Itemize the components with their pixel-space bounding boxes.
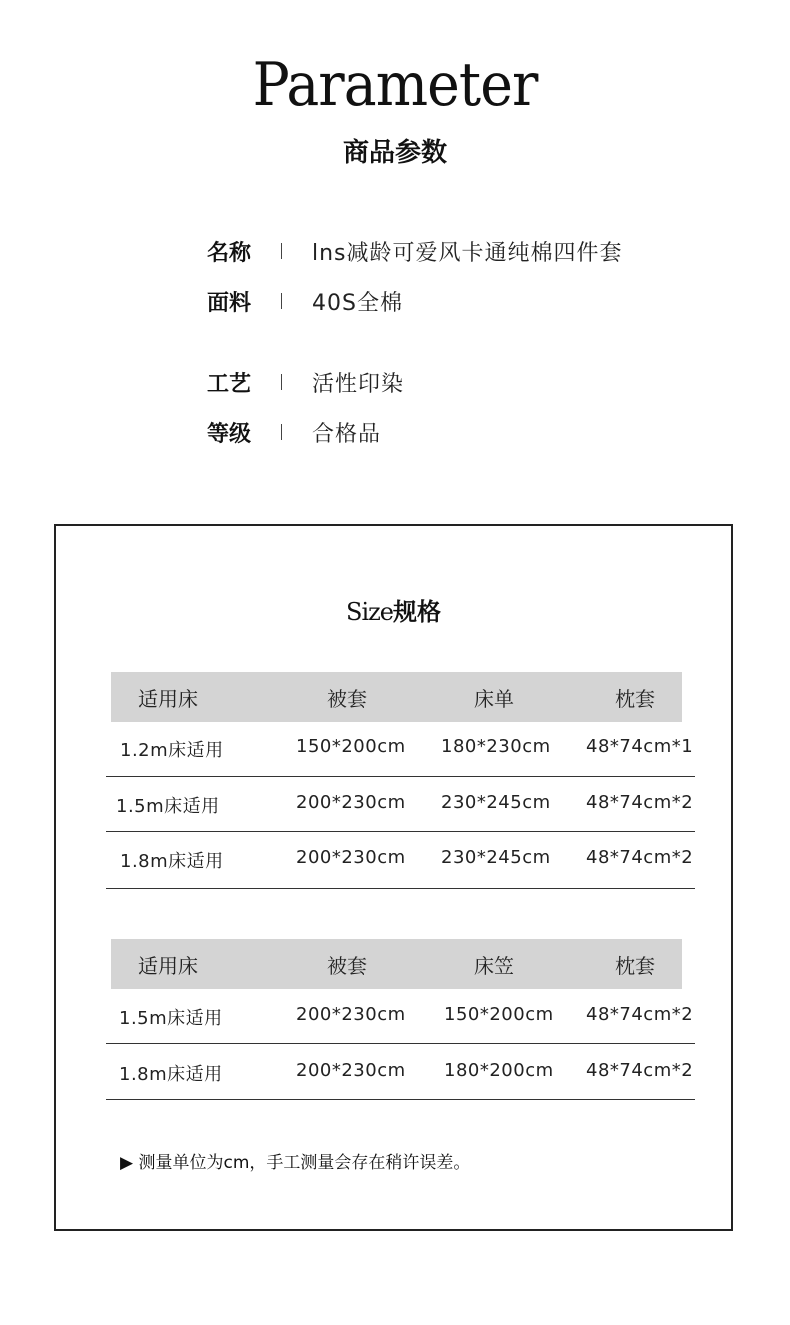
size-title-en: Size <box>346 598 393 626</box>
param-row-craft <box>207 364 404 400</box>
table-cell: 48*74cm*2 <box>586 792 694 813</box>
table-cell: 1.5m床适用 <box>116 796 220 817</box>
table-cell: 48*74cm*2 <box>586 1060 694 1081</box>
param-value: lns减龄可爱风卡通纯棉四件套 <box>312 240 623 266</box>
header-cell: 枕套 <box>615 686 655 711</box>
table-cell: 230*245cm <box>441 847 551 868</box>
table-cell: 150*200cm <box>296 736 406 757</box>
param-row-name <box>207 233 623 269</box>
param-value: 合格品 <box>312 421 382 447</box>
table-cell: 180*200cm <box>444 1060 554 1081</box>
header-cell: 枕套 <box>615 953 655 978</box>
table-cell: 48*74cm*2 <box>586 1004 694 1025</box>
header-cell: 适用床 <box>138 953 198 978</box>
table-cell: 200*230cm <box>296 1060 406 1081</box>
table-header <box>111 672 682 722</box>
table-cell: 180*230cm <box>441 736 551 757</box>
table-cell: 48*74cm*1 <box>586 736 694 757</box>
table-cell: 200*230cm <box>296 1004 406 1025</box>
param-value: 活性印染 <box>312 371 405 397</box>
table-cell: 1.2m床适用 <box>120 740 224 761</box>
header-cell: 床笠 <box>474 953 514 978</box>
row-divider <box>106 1099 695 1100</box>
row-divider <box>106 888 695 889</box>
table-cell: 1.5m床适用 <box>119 1008 223 1029</box>
param-label: 面料 <box>207 290 252 316</box>
header-cell: 床单 <box>474 686 514 711</box>
header-cell: 适用床 <box>138 686 198 711</box>
size-panel <box>54 524 733 1231</box>
param-separator <box>281 424 282 440</box>
param-label: 名称 <box>207 240 252 266</box>
size-title <box>56 592 731 627</box>
row-divider <box>106 831 695 832</box>
table-cell: 230*245cm <box>441 792 551 813</box>
table-header <box>111 939 682 989</box>
header-cell: 被套 <box>327 953 367 978</box>
size-table-2 <box>106 939 695 1104</box>
header-cell: 被套 <box>327 686 367 711</box>
row-divider <box>106 776 695 777</box>
param-separator <box>281 243 282 259</box>
table-cell: 1.8m床适用 <box>120 851 224 872</box>
measurement-note: ▶ 测量单位为cm，手工测量会存在稍许误差。 <box>120 1153 471 1173</box>
param-row-grade <box>207 414 381 450</box>
size-title-cn: 规格 <box>392 598 441 626</box>
table-cell: 1.8m床适用 <box>119 1064 223 1085</box>
size-table-1 <box>106 672 695 892</box>
param-row-fabric <box>207 283 403 319</box>
page-title-en: Parameter <box>252 50 538 120</box>
table-cell: 200*230cm <box>296 847 406 868</box>
row-divider <box>106 1043 695 1044</box>
param-separator <box>281 293 282 309</box>
page-title-cn: 商品参数 <box>342 138 447 168</box>
param-separator <box>281 374 282 390</box>
param-label: 等级 <box>207 421 252 447</box>
param-value: 40S全棉 <box>312 290 403 316</box>
table-cell: 200*230cm <box>296 792 406 813</box>
param-label: 工艺 <box>207 371 252 397</box>
table-cell: 48*74cm*2 <box>586 847 694 868</box>
table-cell: 150*200cm <box>444 1004 554 1025</box>
